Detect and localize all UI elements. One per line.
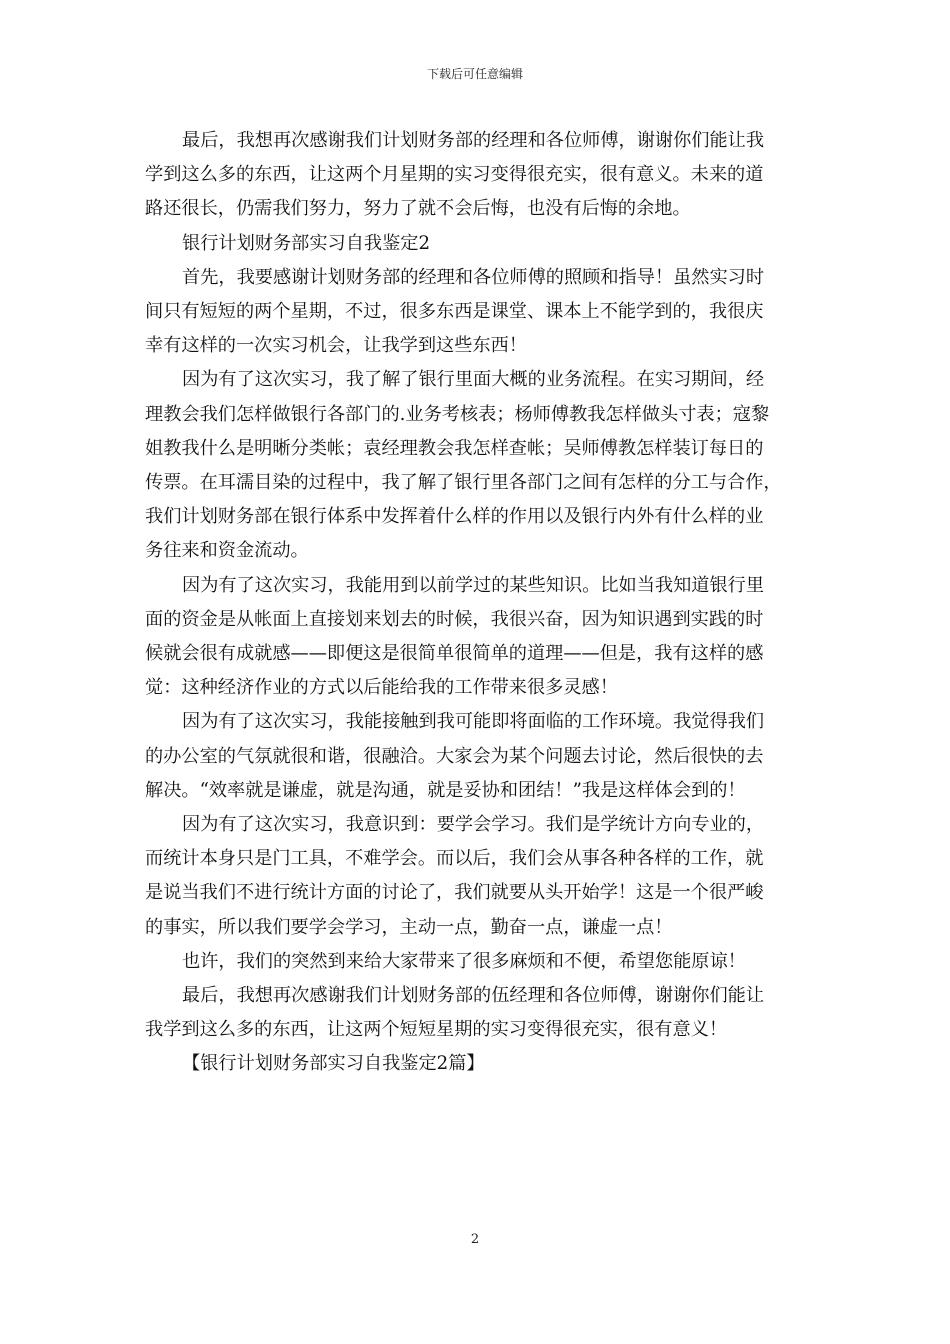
section-title-text: 银行计划财务部实习自我鉴定2 xyxy=(182,232,431,254)
section-title xyxy=(145,227,810,261)
text-line: 最后，我想再次感谢我们计划财务部的经理和各位师傅，谢谢你们能让我 xyxy=(182,130,765,151)
document-body xyxy=(145,124,810,1082)
text-line: 的办公室的气氛就很和谐，很融洽。大家会为某个问题去讨论，然后很快的去 xyxy=(145,745,764,767)
paragraph-closing-thanks-1 xyxy=(145,124,810,227)
text-line: 传票。在耳濡目染的过程中，我了解了银行里各部门之间有怎样的分工与合作， xyxy=(145,472,782,494)
text-line: 也许，我们的突然到来给大家带来了很多麻烦和不便，希望您能原谅！ xyxy=(182,950,746,972)
paragraph-intro-thanks xyxy=(145,261,810,364)
text-line: 【银行计划财务部实习自我鉴定2篇】 xyxy=(182,1053,485,1075)
text-line: 觉：这种经济作业的方式以后能给我的工作带来很多灵感！ xyxy=(145,677,618,699)
document-title-bracket xyxy=(145,1047,810,1081)
text-line: 最后，我想再次感谢我们计划财务部的伍经理和各位师傅，谢谢你们能让 xyxy=(182,985,765,1007)
text-line: 学到这么多的东西，让这两个月星期的实习变得很充实，很有意义。未来的道 xyxy=(145,164,764,186)
text-line: 候就会很有成就感——即便这是很简单很简单的道理——但是，我有这样的感 xyxy=(145,643,764,665)
paragraph-applied-knowledge xyxy=(145,569,810,706)
text-line: 是说当我们不进行统计方面的讨论了，我们就要从头开始学！这是一个很严峻 xyxy=(145,882,764,904)
text-line: 我学到这么多的东西，让这两个短短星期的实习变得很充实，很有意义！ xyxy=(145,1019,728,1041)
text-line: 的事实，所以我们要学会学习，主动一点，勤奋一点，谦虚一点！ xyxy=(145,916,673,938)
text-line: 务往来和资金流动。 xyxy=(145,540,309,562)
text-line: 因为有了这次实习，我意识到：要学会学习。我们是学统计方向专业的， xyxy=(182,814,765,836)
text-line: 因为有了这次实习，我能接触到我可能即将面临的工作环境。我觉得我们 xyxy=(182,711,765,733)
page-number: 2 xyxy=(470,1232,480,1247)
text-line: 首先，我要感谢计划财务部的经理和各位师傅的照顾和指导！虽然实习时 xyxy=(182,266,765,288)
text-line: 而统计本身只是门工具，不难学会。而以后，我们会从事各种各样的工作，就 xyxy=(145,848,764,870)
text-line: 理教会我们怎样做银行各部门的.业务考核表；杨师傅教我怎样做头寸表；寇黎 xyxy=(145,403,770,425)
text-line: 因为有了这次实习，我了解了银行里面大概的业务流程。在实习期间，经 xyxy=(182,369,765,391)
paragraph-work-environment xyxy=(145,705,810,808)
text-line: 间只有短短的两个星期，不过，很多东西是课堂、课本上不能学到的，我很庆 xyxy=(145,301,764,323)
text-line: 路还很长，仍需我们努力，努力了就不会后悔，也没有后悔的余地。 xyxy=(145,198,691,220)
text-line: 因为有了这次实习，我能用到以前学过的某些知识。比如当我知道银行里 xyxy=(182,574,765,596)
paragraph-learning-to-learn xyxy=(145,808,810,945)
text-line: 我们计划财务部在银行体系中发挥着什么样的作用以及银行内外有什么样的业 xyxy=(145,506,764,528)
page-header: 下载后可任意编辑 xyxy=(426,67,523,81)
text-line: 面的资金是从帐面上直接划来划去的时候，我很兴奋，因为知识遇到实践的时 xyxy=(145,608,764,630)
paragraph-closing-thanks-2 xyxy=(145,979,810,1047)
text-line: 解决。“效率就是谦虚，就是沟通，就是妥协和团结！”我是这样体会到的！ xyxy=(145,779,746,801)
text-line: 姐教我什么是明晰分类帐；袁经理教会我怎样查帐；吴师傅教怎样装订每日的 xyxy=(145,437,764,459)
paragraph-business-process xyxy=(145,363,810,568)
paragraph-apology xyxy=(145,945,810,979)
text-line: 幸有这样的一次实习机会，让我学到这些东西！ xyxy=(145,335,527,357)
